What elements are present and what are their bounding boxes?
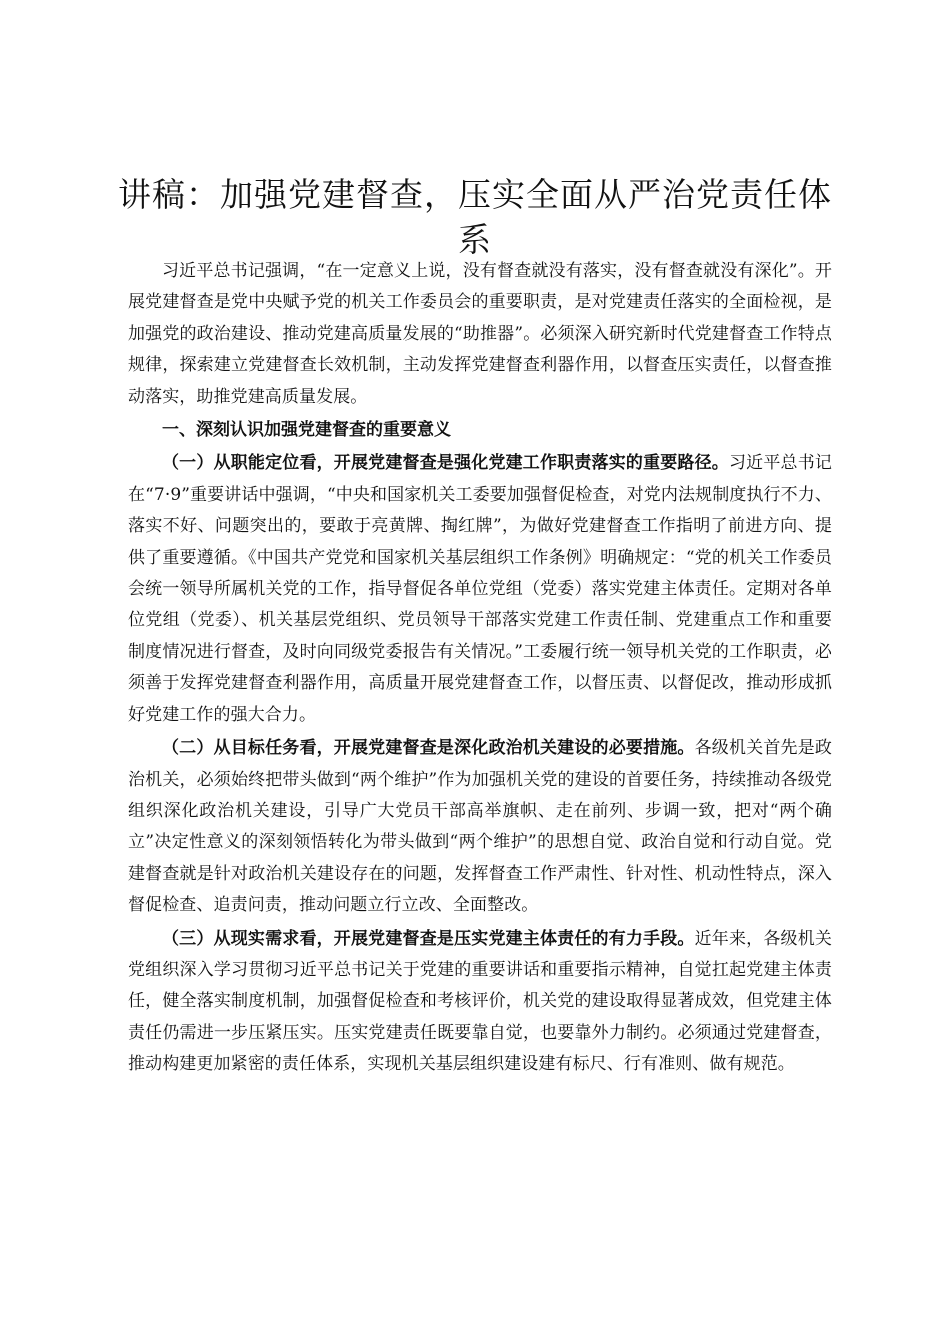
paragraph-2-body: 各级机关首先是政治机关，必须始终把带头做到“两个维护”作为加强机关党的建设的首要任务，持续推动各级党组织深化政治机关建设，引导广大党员干部高举旗帜、走在前列、步调一致，把对“两个确立”决定性意义的深刻领悟转化为带头做到“两个维护”的思想自觉、政治自觉和行动自觉。党建督查就是针对政治机关建设存在的问题，发挥督查工作严肃性、针对性、机动性特点，深入督促检查、追责问责，推动问题立行立改、全面整改。 (128, 738, 832, 916)
paragraph-1-body: 习近平总书记在“7·9”重要讲话中强调，“中央和国家机关工委要加强督促检查，对党内法规制度执行不力、落实不好、问题突出的，要敢于亮黄牌、掏红牌”，为做好党建督查工作指明了前进方向、提供了重要遵循。《中国共产党党和国家机关基层组织工作条例》明确规定：“党的机关工作委员会统一领导所属机关党的工作，指导督促各单位党组（党委）落实党建主体责任。定期对各单位党组（党委）、机关基层党组织、党员领导干部落实党建工作责任制、党建重点工作和重要制度情况进行督查，及时向同级党委报告有关情况。”工委履行统一领导机关党的工作职责，必须善于发挥党建督查利器作用，高质量开展党建督查工作，以督压责、以督促改，推动形成抓好党建工作的强大合力。 (128, 453, 832, 725)
paragraph-1-lead: （一）从职能定位看，开展党建督查是强化党建工作职责落实的重要路径。 (162, 453, 729, 474)
section-heading: 一、深刻认识加强党建督查的重要意义 (162, 420, 451, 441)
document-body (128, 256, 832, 1083)
paragraph-2 (128, 733, 832, 921)
paragraph-3-lead: （三）从现实需求看，开展党建督查是压实党建主体责任的有力手段。 (162, 928, 695, 949)
paragraph-1 (128, 448, 832, 731)
paragraph-3-body: 近年来，各级机关党组织深入学习贯彻习近平总书记关于党建的重要讲话和重要指示精神，自觉扛起党建主体责任，健全落实制度机制，加强督促检查和考核评价，机关党的建设取得显著成效，但党建主体责任仍需进一步压紧压实。压实党建责任既要靠自觉，也要靠外力制约。必须通过党建督查，推动构建更加紧密的责任体系，实现机关基层组织建设建有标尺、行有准则、做有规范。 (128, 928, 832, 1075)
page-title: 讲稿：加强党建督查，压实全面从严治党责任体系 (118, 175, 832, 259)
paragraph-3 (128, 924, 832, 1081)
intro-paragraph: 习近平总书记强调，“在一定意义上说，没有督查就没有落实，没有督查就没有深化”。开展党建督查是党中央赋予党的机关工作委员会的重要职责，是对党建责任落实的全面检视，是加强党的政治建设、推动党建高质量发展的“助推器”。必须深入研究新时代党建督查工作特点规律，探索建立党建督查长效机制，主动发挥党建督查利器作用，以督查压实责任，以督查推动落实，助推党建高质量发展。 (128, 261, 832, 407)
paragraph-2-lead: （二）从目标任务看，开展党建督查是深化政治机关建设的必要措施。 (162, 738, 695, 759)
